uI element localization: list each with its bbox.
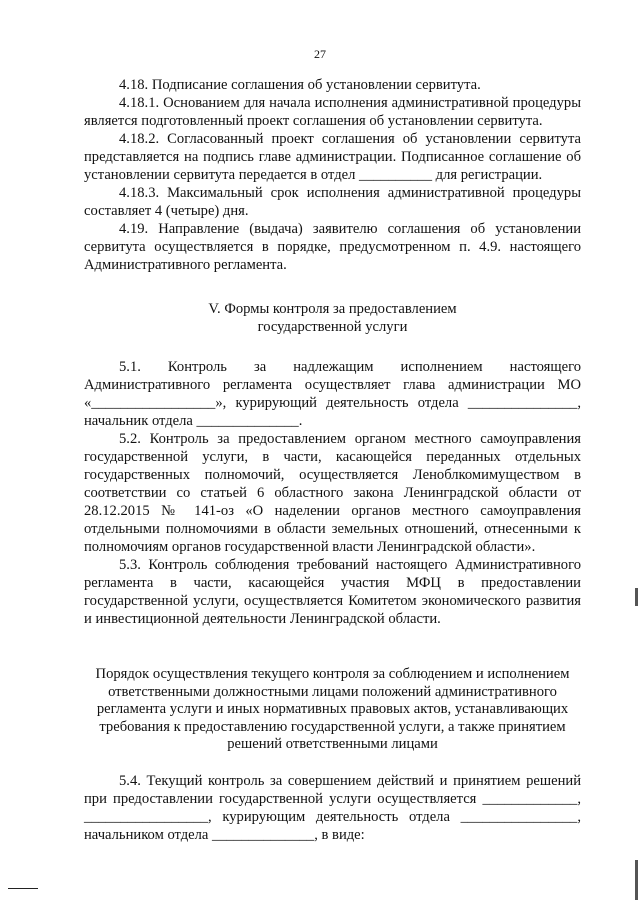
document-body	[84, 76, 581, 844]
paragraph-5-1: 5.1. Контроль за надлежащим исполнением настоящего Административного регламента осуществляет глава администрации МО «_________________», курирующий деятельность отдела _______________, начальник отдела ______________.	[84, 359, 581, 429]
current-control-heading	[84, 666, 581, 754]
paragraph-4-18-1: 4.18.1. Основанием для начала исполнения административной процедуры является подготовленный проект соглашения об установлении сервитута.	[84, 95, 581, 129]
section-v-heading	[84, 300, 581, 336]
paragraph-4-18: 4.18. Подписание соглашения об установлении сервитута.	[119, 77, 481, 93]
current-control-heading-line5: решений ответственными лицами	[227, 736, 438, 753]
footer-rule	[8, 888, 38, 889]
section-v-heading-line1: V. Формы контроля за предоставлением	[208, 301, 457, 317]
paragraph-4-18-2: 4.18.2. Согласованный проект соглашения об установлении сервитута представляется на подпись главе администрации. Подписанное соглашение об установлении сервитута передается в отдел __________ для регистрации.	[84, 131, 581, 183]
paragraph-4-19: 4.19. Направление (выдача) заявителю соглашения об установлении сервитута осуществляется в порядке, предусмотренном п. 4.9. настоящего Административного регламента.	[84, 221, 581, 273]
page-number: 27	[314, 47, 326, 61]
current-control-heading-line1: Порядок осуществления текущего контроля за соблюдением и исполнением	[95, 666, 570, 682]
current-control-heading-line4: требования к предоставлению государственной услуги, а также принятием	[99, 718, 566, 735]
paragraph-4-18-3: 4.18.3. Максимальный срок исполнения административной процедуры составляет 4 (четыре) дня.	[84, 185, 581, 219]
current-control-heading-line2: ответственными должностными лицами положений административного	[108, 683, 557, 700]
scan-margin-mark	[635, 860, 638, 900]
scan-margin-mark	[635, 588, 638, 606]
paragraph-5-4: 5.4. Текущий контроль за совершением действий и принятием решений при предоставлении государственной услуги осуществляется _____________, _________________, курирующим деятельность отдела ________________, начальником отдела ______________, в виде:	[84, 772, 581, 843]
paragraph-5-2: 5.2. Контроль за предоставлением органом местного самоуправления государственной услуги, в части, касающейся переданных отдельных государственных полномочий, осуществляется Леноблкомимуществом в соответствии со статьей 6 областного закона Ленинградской области от 28.12.2015 № 141-оз «О наделении органов местного самоуправления отдельными полномочиями в области земельных отношений, отнесенными к полномочиям органов государственной власти Ленинградской области».	[84, 431, 581, 555]
current-control-heading-line3: регламента услуги и иных нормативных правовых актов, устанавливающих	[96, 701, 569, 718]
paragraph-5-3: 5.3. Контроль соблюдения требований настоящего Административного регламента в части, касающейся участия МФЦ в предоставлении государственной услуги, осуществляется Комитетом экономического развития и инвестиционной деятельности Ленинградской области.	[84, 557, 581, 627]
section-v-heading-line2: государственной услуги	[257, 319, 408, 335]
